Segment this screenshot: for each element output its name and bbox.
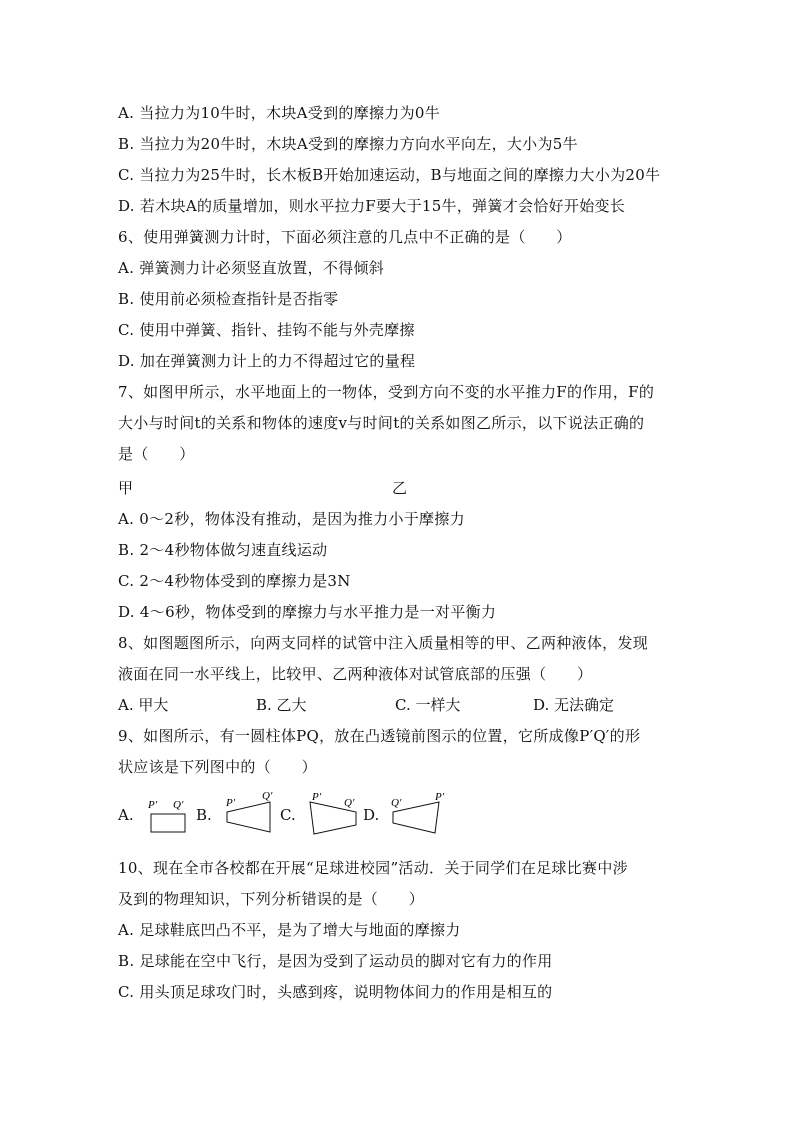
q9-option-b-letter: B. (196, 806, 212, 824)
q7-option-d: D. 4～6秒，物体受到的摩擦力与水平推力是一对平衡力 (118, 603, 497, 621)
q10-option-c: C. 用头顶足球攻门时，头感到疼，说明物体间力的作用是相互的 (118, 983, 553, 1001)
q6-option-c: C. 使用中弹簧、指针、挂钩不能与外壳摩擦 (118, 321, 415, 339)
q9-stem-line-1: 9、如图所示，有一圆柱体PQ，放在凸透镜前图示的位置，它所成像P′Q′的形 (118, 727, 641, 745)
q10-option-a: A. 足球鞋底凹凸不平，是为了增大与地面的摩擦力 (118, 921, 461, 939)
q9-option-a (118, 790, 198, 840)
q10-stem-line-2: 及到的物理知识，下列分析错误的是（ ） (118, 890, 425, 908)
q9-d-p-label: P′ (435, 791, 445, 803)
q8-stem-line-1: 8、如图题图所示，向两支同样的试管中注入质量相等的甲、乙两种液体，发现 (118, 634, 649, 652)
q6-stem: 6、使用弹簧测力计时，下面必须注意的几点中不正确的是（ ） (118, 228, 572, 246)
q9-option-c (280, 790, 370, 840)
q7-stem-line-1: 7、如图甲所示，水平地面上的一物体，受到方向不变的水平推力F的作用，F的 (118, 383, 655, 401)
q9-b-p-label: P′ (226, 797, 236, 809)
q9-option-d (363, 790, 463, 840)
figure-label-jia: 甲 (118, 479, 134, 497)
q7-stem-line-2: 大小与时间t的关系和物体的速度v与时间t的关系如图乙所示，以下说法正确的 (118, 414, 645, 432)
q9-c-p-label: P′ (312, 791, 322, 803)
q7-option-c: C. 2～4秒物体受到的摩擦力是3N (118, 572, 351, 590)
q6-option-a: A. 弹簧测力计必须竖直放置，不得倾斜 (118, 259, 385, 277)
q7-option-b: B. 2～4秒物体做匀速直线运动 (118, 541, 328, 559)
q8-option-b: B. 乙大 (256, 696, 307, 714)
q7-option-a: A. 0～2秒，物体没有推动，是因为推力小于摩擦力 (118, 510, 465, 528)
q5-option-c: C. 当拉力为25牛时，长木板B开始加速运动，B与地面之间的摩擦力大小为20牛 (118, 166, 661, 184)
q5-option-a: A. 当拉力为10牛时，木块A受到的摩擦力为0牛 (118, 104, 441, 122)
figure-label-yi: 乙 (392, 479, 408, 497)
q8-option-c: C. 一样大 (395, 696, 461, 714)
q9-a-q-label: Q′ (173, 799, 184, 811)
q10-option-b: B. 足球能在空中飞行，是因为受到了运动员的脚对它有力的作用 (118, 952, 553, 970)
q9-option-c-letter: C. (280, 806, 296, 824)
q9-b-q-label: Q′ (262, 790, 273, 802)
q10-stem-line-1: 10、现在全市各校都在开展“足球进校园”活动．关于同学们在足球比赛中涉 (118, 859, 628, 877)
q9-c-q-label: Q′ (344, 797, 355, 809)
q9-option-a-letter: A. (118, 806, 134, 824)
q6-option-d: D. 加在弹簧测力计上的力不得超过它的量程 (118, 352, 416, 370)
q9-shape-d-trapezoid (387, 790, 467, 840)
q9-shape-a-rectangle (146, 790, 196, 840)
q7-stem-line-3: 是（ ） (118, 445, 195, 463)
q9-option-d-letter: D. (363, 806, 380, 824)
q6-option-b: B. 使用前必须检查指针是否指零 (118, 290, 339, 308)
q8-option-d: D. 无法确定 (533, 696, 615, 714)
q8-stem-line-2: 液面在同一水平线上，比较甲、乙两种液体对试管底部的压强（ ） (118, 665, 593, 683)
q9-option-b (196, 790, 286, 840)
q9-d-q-label: Q′ (391, 797, 402, 809)
q5-option-b: B. 当拉力为20牛时，木块A受到的摩擦力方向水平向左，大小为5牛 (118, 135, 578, 153)
q8-option-a: A. 甲大 (118, 696, 169, 714)
q9-stem-line-2: 状应该是下列图中的（ ） (118, 758, 317, 776)
q5-option-d: D. 若木块A的质量增加，则水平拉力F要大于15牛，弹簧才会恰好开始变长 (118, 197, 626, 215)
q9-a-p-label: P′ (148, 799, 158, 811)
